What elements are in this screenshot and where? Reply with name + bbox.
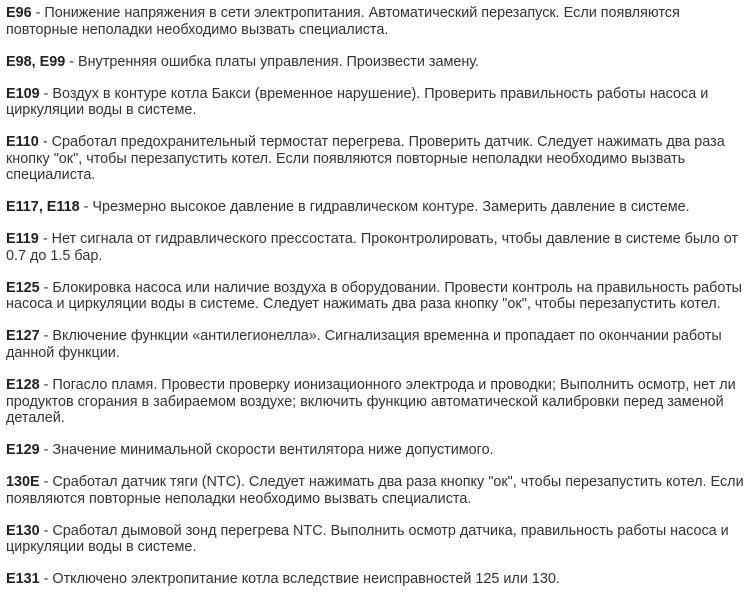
error-description: - Понижение напряжения в сети электропитания. Автоматический перезапуск. Если появляются повторные неполадки необходимо вызвать специалиста. [6,5,680,38]
error-entry-e110 [6,134,750,184]
error-description: - Воздух в контуре котла Бакси (временное нарушение). Проверить правильность работы насоса и циркуляции воды в системе. [6,85,709,119]
error-entry-e96 [6,5,750,38]
error-code: E125 [6,279,40,296]
error-description: - Отключено электропитание котла вследствие неисправностей 125 или 130. [39,571,560,588]
error-entry-e125 [6,280,750,313]
error-description: - Значение минимальной скорости вентилятора ниже допустимого. [39,442,494,459]
error-entry-e109 [6,86,750,119]
error-code: 130E [6,474,40,491]
error-description: - Внутренняя ошибка платы управления. Произвести замену. [65,53,480,70]
error-code: E128 [6,377,40,394]
error-code: E98, E99 [6,53,66,70]
error-description: - Сработал датчик тяги (NTC). Следует нажимать два раза кнопку "ок", чтобы перезапустить котел. Если появляются повторные неполадки необходимо вызвать специалиста. [6,474,744,507]
error-entry-e131 [6,571,750,588]
error-description: - Включение функции «антилегионелла». Сигнализация временна и пропадает по окончании работы данной функции. [6,328,722,362]
error-code: E131 [6,571,40,588]
error-code: E129 [6,442,40,459]
error-code: E109 [6,85,40,102]
error-description: - Чрезмерно высокое давление в гидравлическом контуре. Замерить давление в системе. [79,199,690,216]
error-description: - Погасло пламя. Провести проверку ионизационного электрода и проводки; Выполнить осмотр, нет ли продуктов сгорания в забираемом воздухе; включить функцию автоматической калибровки перед заменой деталей. [6,377,736,427]
error-entry-130e [6,474,750,507]
error-entry-e119 [6,231,750,264]
error-description: - Сработал предохранительный термостат перегрева. Проверить датчик. Следует нажимать два раза кнопку "ок", чтобы перезапустить котел. Если появляются повторные неполадки необходимо вызвать специалиста. [6,134,725,184]
error-code: E110 [6,134,39,151]
error-entry-e98-e99 [6,54,750,71]
error-entry-e128 [6,377,750,427]
error-entry-e127 [6,328,750,361]
error-description: - Сработал дымовой зонд перегрева NTC. Выполнить осмотр датчика, правильность работы насоса и циркуляции воды в системе. [6,522,729,556]
error-code: E127 [6,328,40,345]
error-code: E119 [6,231,39,248]
error-entry-e117-e118 [6,199,750,216]
error-code: E96 [6,5,32,21]
error-description: - Блокировка насоса или наличие воздуха в оборудовании. Провести контроль на правильность работы насоса и циркуляции воды в системе. Следует нажимать два раза кнопку "ок", чтобы перезапустить котел. [6,279,743,313]
error-code-list [6,5,750,603]
error-entry-e130 [6,523,750,556]
error-entry-e129 [6,442,750,459]
error-description: - Нет сигнала от гидравлического прессостата. Проконтролировать, чтобы давление в системе было от 0.7 до 1.5 бар. [6,231,739,264]
error-code: E117, E118 [6,199,80,216]
error-code: E130 [6,522,40,539]
